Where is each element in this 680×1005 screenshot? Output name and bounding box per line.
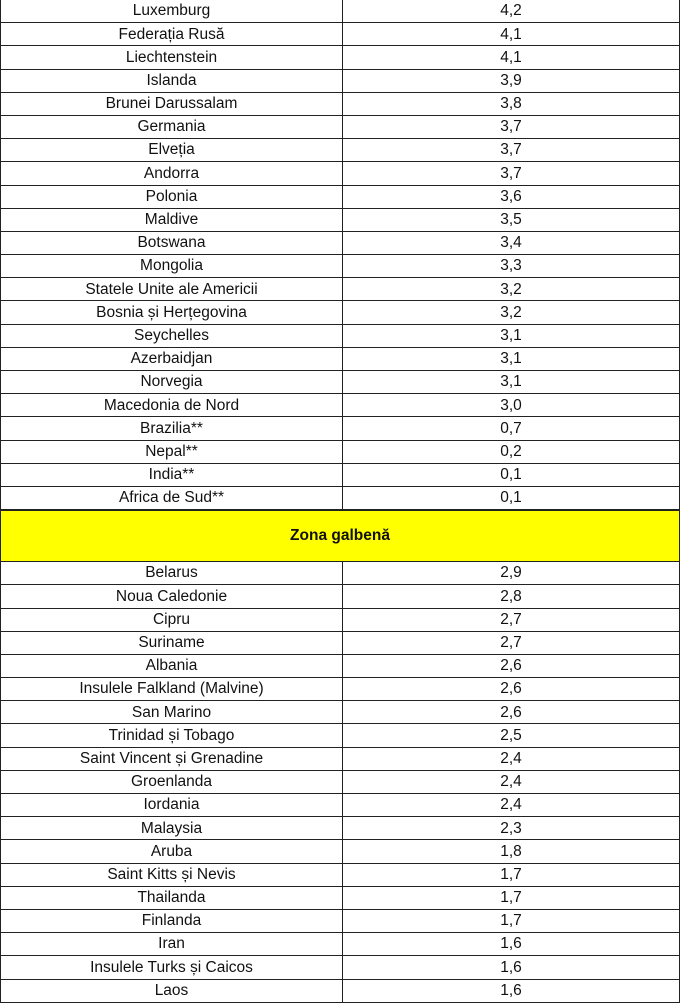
country-cell: Thailanda <box>1 887 343 909</box>
table-row <box>1 301 679 324</box>
table-row <box>1 70 679 93</box>
table-row <box>1 887 679 910</box>
table-row <box>1 441 679 464</box>
table-row <box>1 632 679 655</box>
country-cell: Africa de Sud** <box>1 487 343 509</box>
table-row <box>1 487 679 510</box>
table-row <box>1 186 679 209</box>
zone-header-yellow: Zona galbenă <box>1 510 679 562</box>
country-cell: Groenlanda <box>1 771 343 793</box>
value-cell: 2,6 <box>500 703 522 721</box>
country-cell: Trinidad și Tobago <box>1 724 343 746</box>
country-cell: Nepal** <box>1 441 343 463</box>
country-cell: Finlanda <box>1 910 343 932</box>
table-row <box>1 933 679 956</box>
table-row <box>1 394 679 417</box>
country-cell: Bosnia și Herțegovina <box>1 301 343 323</box>
country-cell: Elveția <box>1 139 343 161</box>
value-cell: 3,1 <box>500 373 522 391</box>
value-cell: 3,8 <box>500 95 522 113</box>
country-cell: Maldive <box>1 209 343 231</box>
value-cell: 3,2 <box>500 280 522 298</box>
country-cell: Brazilia** <box>1 417 343 439</box>
value-cell: 1,6 <box>500 958 522 976</box>
country-cell: Botswana <box>1 232 343 254</box>
country-cell: Iordania <box>1 794 343 816</box>
table-row <box>1 93 679 116</box>
table-row <box>1 325 679 348</box>
country-cell: Andorra <box>1 162 343 184</box>
value-cell: 0,1 <box>500 466 522 484</box>
table-row <box>1 348 679 371</box>
table-row <box>1 209 679 232</box>
table-row <box>1 609 679 632</box>
value-cell: 2,3 <box>500 819 522 837</box>
country-cell: Saint Kitts și Nevis <box>1 864 343 886</box>
value-cell: 2,4 <box>500 796 522 814</box>
country-cell: Statele Unite ale Americii <box>1 278 343 300</box>
table-row <box>1 655 679 678</box>
value-cell: 4,2 <box>500 2 522 20</box>
table-row <box>1 162 679 185</box>
country-cell: Liechtenstein <box>1 46 343 68</box>
value-cell: 2,7 <box>500 634 522 652</box>
table-row <box>1 278 679 301</box>
value-cell: 2,4 <box>500 773 522 791</box>
value-cell: 2,6 <box>500 680 522 698</box>
country-cell: Suriname <box>1 632 343 654</box>
table-row <box>1 817 679 840</box>
table-row <box>1 0 679 23</box>
yellow-zone-rows <box>1 562 679 1003</box>
table-row <box>1 417 679 440</box>
table-row <box>1 116 679 139</box>
table-row <box>1 794 679 817</box>
country-cell: Cipru <box>1 609 343 631</box>
table-row <box>1 840 679 863</box>
table-row <box>1 910 679 933</box>
table-row <box>1 771 679 794</box>
country-cell: Saint Vincent și Grenadine <box>1 748 343 770</box>
table-row <box>1 464 679 487</box>
table-row <box>1 980 679 1003</box>
value-cell: 3,0 <box>500 396 522 414</box>
value-cell: 2,7 <box>500 610 522 628</box>
country-cell: Iran <box>1 933 343 955</box>
country-cell: Seychelles <box>1 325 343 347</box>
table-row <box>1 724 679 747</box>
value-cell: 1,6 <box>500 981 522 999</box>
table-row <box>1 585 679 608</box>
country-cell: Mongolia <box>1 255 343 277</box>
table-row <box>1 23 679 46</box>
country-cell: Azerbaidjan <box>1 348 343 370</box>
value-cell: 0,1 <box>500 489 522 507</box>
country-cell: Brunei Darussalam <box>1 93 343 115</box>
country-cell: Luxemburg <box>1 0 343 22</box>
value-cell: 1,6 <box>500 935 522 953</box>
value-cell: 3,7 <box>500 141 522 159</box>
country-cell: Malaysia <box>1 817 343 839</box>
country-cell: Federația Rusă <box>1 23 343 45</box>
value-cell: 2,9 <box>500 564 522 582</box>
value-cell: 2,5 <box>500 726 522 744</box>
country-cell: Laos <box>1 980 343 1002</box>
value-cell: 1,7 <box>500 912 522 930</box>
value-cell: 2,4 <box>500 749 522 767</box>
value-cell: 3,9 <box>500 71 522 89</box>
country-cell: India** <box>1 464 343 486</box>
country-cell: Insulele Falkland (Malvine) <box>1 678 343 700</box>
table-row <box>1 956 679 979</box>
value-cell: 1,7 <box>500 889 522 907</box>
value-cell: 3,1 <box>500 350 522 368</box>
value-cell: 3,6 <box>500 187 522 205</box>
country-cell: Aruba <box>1 840 343 862</box>
country-cell: Noua Caledonie <box>1 585 343 607</box>
value-cell: 1,8 <box>500 842 522 860</box>
country-cell: San Marino <box>1 701 343 723</box>
value-cell: 2,8 <box>500 587 522 605</box>
value-cell: 4,1 <box>500 48 522 66</box>
country-cell: Belarus <box>1 562 343 584</box>
value-cell: 3,4 <box>500 234 522 252</box>
table-row <box>1 255 679 278</box>
table-row <box>1 371 679 394</box>
country-cell: Macedonia de Nord <box>1 394 343 416</box>
table-row <box>1 701 679 724</box>
table-row <box>1 562 679 585</box>
value-cell: 1,7 <box>500 865 522 883</box>
country-cell: Islanda <box>1 70 343 92</box>
value-cell: 3,7 <box>500 118 522 136</box>
country-cell: Insulele Turks și Caicos <box>1 956 343 978</box>
country-cell: Norvegia <box>1 371 343 393</box>
table-row <box>1 748 679 771</box>
value-cell: 3,3 <box>500 257 522 275</box>
red-zone-rows <box>1 0 679 510</box>
table-row <box>1 139 679 162</box>
country-cell: Polonia <box>1 186 343 208</box>
table-row <box>1 232 679 255</box>
value-cell: 3,5 <box>500 211 522 229</box>
value-cell: 3,7 <box>500 164 522 182</box>
country-cell: Germania <box>1 116 343 138</box>
value-cell: 3,2 <box>500 303 522 321</box>
value-cell: 3,1 <box>500 326 522 344</box>
value-cell: 0,7 <box>500 419 522 437</box>
table-row <box>1 678 679 701</box>
table-row <box>1 46 679 69</box>
table-row <box>1 864 679 887</box>
value-cell: 0,2 <box>500 442 522 460</box>
value-cell: 2,6 <box>500 657 522 675</box>
value-cell: 4,1 <box>500 25 522 43</box>
country-cell: Albania <box>1 655 343 677</box>
